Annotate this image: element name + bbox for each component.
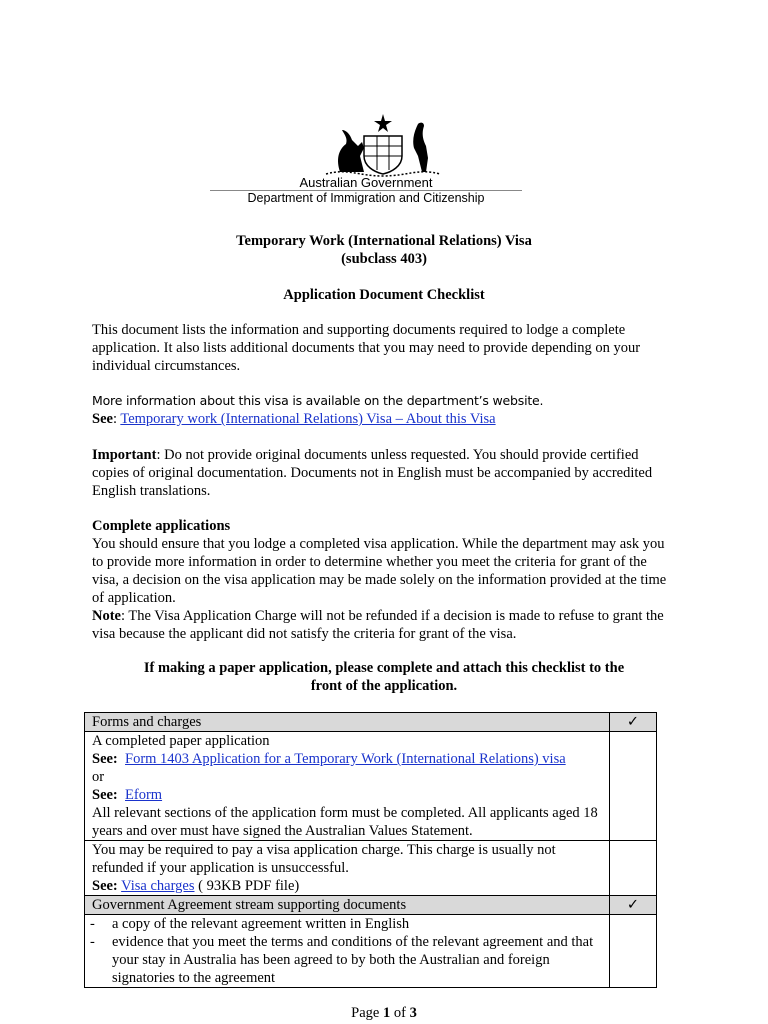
checkbox-cell[interactable] [610,915,657,988]
file-size-text: ( 93KB PDF file) [194,878,300,894]
note-text: : The Visa Application Charge will not be refunded if a decision is made to refuse to grant the visa because the applicant did not satisfy the criteria for grant of the visa. [92,608,664,642]
checkbox-cell[interactable] [610,841,657,896]
department-name: Department of Immigration and Citizenship [247,191,485,205]
see-charges-line [92,877,609,895]
coat-of-arms-emblem [318,112,448,180]
item-text: All relevant sections of the application form must be completed. All applicants aged 18 years and over must have signed the Australian Values Statement. [92,805,598,839]
important-label: Important [92,447,157,463]
note-paragraph [92,607,672,643]
paper-notice-line2: front of the application. [310,678,458,694]
section-header-label: Government Agreement stream supporting documents [85,896,610,915]
item-text: a copy of the relevant agreement written in English [112,916,410,932]
see-label: See: [92,878,118,894]
eform-link[interactable]: Eform [125,787,163,803]
section-header-government-agreement [85,896,657,915]
section-header-forms [85,713,657,732]
important-text: : Do not provide original documents unless requested. You should provide certified copies of original documentation. Documents not in English must be accompanied by accredited English translations. [92,447,653,499]
visa-charges-link[interactable]: Visa charges [121,878,195,894]
document-checklist-table [84,712,657,988]
complete-paragraph: You should ensure that you lodge a completed visa application. While the department may ask you to provide more information in order to determine whether you meet the criteria for grant of the visa, a decision on the visa application may be made solely on the information provided at the time of application. [92,536,667,606]
note-label: Note [92,608,121,624]
complete-heading [92,517,672,535]
paper-notice-line1: If making a paper application, please complete and attach this checklist to the [143,660,625,676]
dash-bullet: - [90,916,95,932]
document-subtitle: Application Document Checklist [283,287,485,303]
about-visa-link[interactable]: Temporary work (International Relations) Visa – About this Visa [120,411,496,427]
checklist-item-charge [85,841,610,896]
list-item [90,915,609,933]
checklist-item-agreement [85,915,610,988]
item-text: evidence that you meet the terms and conditions of the relevant agreement and that your stay in Australia has been agreed to by both the Australian and foreign signatories to the agreement [112,934,594,986]
see-about-line: See: Temporary work (International Relations) Visa – About this Visa [92,411,496,427]
form-1403-link[interactable]: Form 1403 Application for a Temporary Work (International Relations) visa [125,751,566,767]
see-label: See: [92,751,118,767]
dash-bullet: - [90,934,95,950]
see-label: See: [92,787,118,803]
section-header-label: Forms and charges [85,713,610,732]
more-info-line: More information about this visa is available on the department’s website. [92,393,544,408]
checkbox-cell[interactable] [610,732,657,841]
or-text: or [92,769,105,785]
checklist-item-application [85,732,610,841]
see-label: See [92,411,113,427]
page-total: 3 [409,1005,417,1021]
checkmark-icon: ✓ [610,713,657,732]
org-name: Australian Government [299,175,433,190]
title-line1: Temporary Work (International Relations) Visa [236,233,532,249]
complete-heading-text: Complete applications [92,518,231,534]
of-word: of [390,1005,410,1021]
item-text: A completed paper application [92,733,270,749]
intro-paragraph: This document lists the information and supporting documents required to lodge a complete application. It also lists additional documents that you may need to provide depending on your individual circumstances. [92,322,641,374]
see-form-line [92,750,609,768]
list-item [90,933,609,987]
title-line2: (subclass 403) [341,251,427,267]
table-row [85,732,657,841]
page-word: Page [351,1005,383,1021]
important-paragraph [92,446,672,500]
item-text: You may be required to pay a visa application charge. This charge is usually not refunded if your application is unsuccessful. [92,842,556,876]
see-eform-line [92,786,609,804]
table-row [85,841,657,896]
page-footer [0,1005,768,1022]
checkmark-icon: ✓ [610,896,657,915]
table-row [85,915,657,988]
page-number: 1 [382,1005,391,1021]
